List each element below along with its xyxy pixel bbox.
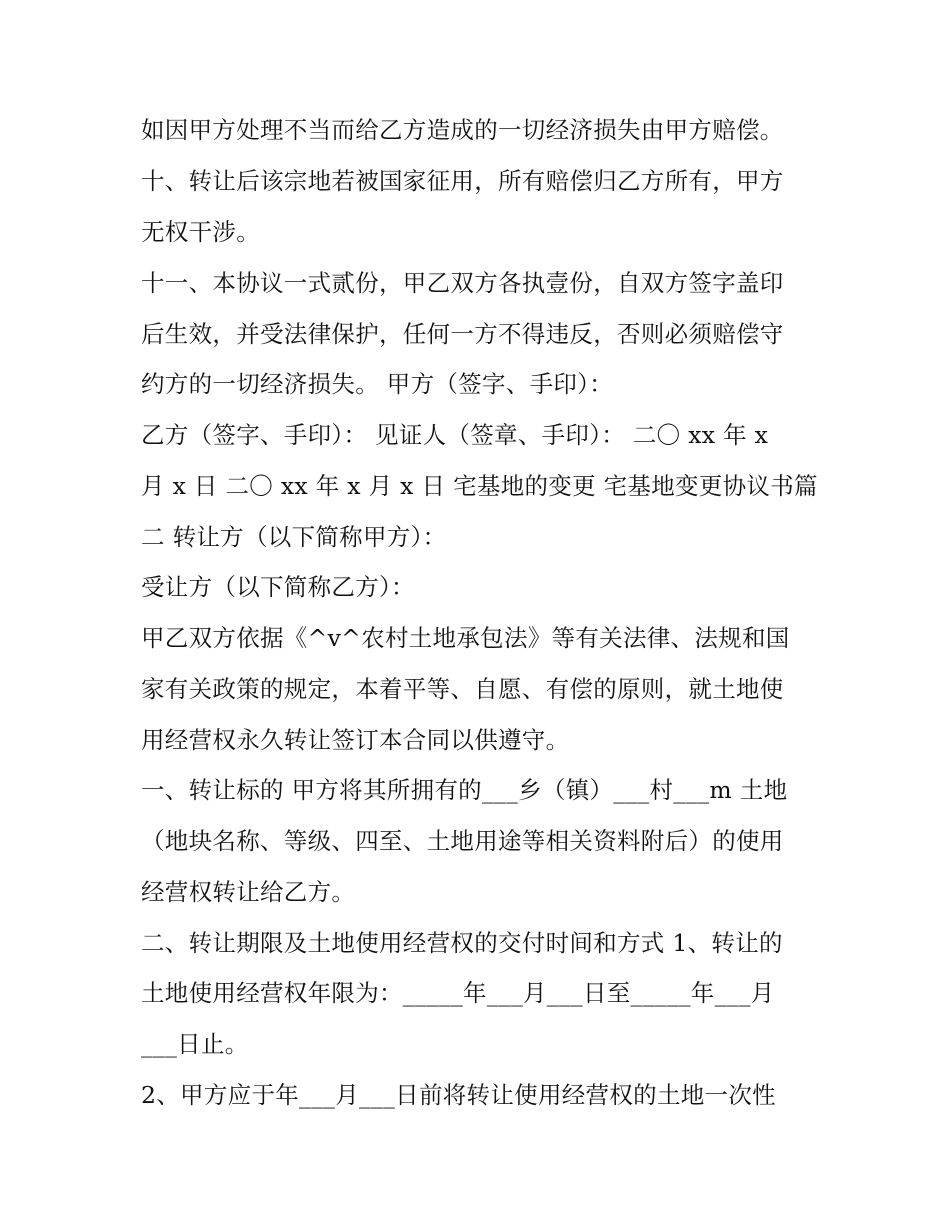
text-line: 一、转让标的 甲方将其所拥有的___乡（镇）___村___m 土地 [141, 776, 788, 804]
text-line: 约方的一切经济损失。 甲方（签字、手印）： [141, 370, 614, 398]
text-line: 受让方（以下简称乙方）： [141, 573, 415, 601]
text-line: 用经营权永久转让签订本合同以供遵守。 [141, 726, 570, 754]
text-line: 甲乙双方依据《^v^农村土地承包法》等有关法律、法规和国 [141, 624, 790, 652]
text-line: 家有关政策的规定，本着平等、自愿、有偿的原则，就土地使 [141, 675, 784, 703]
text-line: ___日止。 [141, 1030, 249, 1058]
text-line: 无权干涉。 [141, 218, 260, 246]
text-line: 土地使用经营权年限为：_____年___月___日至_____年___月 [141, 979, 775, 1007]
text-line: 月 x 日 二〇 xx 年 x 月 x 日 宅基地的变更 宅基地变更协议书篇 [141, 472, 818, 500]
text-line: 如因甲方处理不当而给乙方造成的一切经济损失由甲方赔偿。 [141, 116, 784, 144]
text-line: 后生效，并受法律保护，任何一方不得违反，否则必须赔偿守 [141, 320, 784, 348]
text-line: 二、转让期限及土地使用经营权的交付时间和方式 1、转让的 [141, 929, 783, 957]
text-line: 十、转让后该宗地若被国家征用，所有赔偿归乙方所有，甲方 [141, 167, 784, 195]
text-line: 2、甲方应于年___月___日前将转让使用经营权的土地一次性 [141, 1081, 776, 1109]
text-line: 乙方（签字、手印）： 见证人（签章、手印）： 二〇 xx 年 x [141, 421, 769, 449]
text-line: 经营权转让给乙方。 [141, 878, 356, 906]
text-line: （地块名称、等级、四至、土地用途等相关资料附后）的使用 [141, 827, 784, 855]
text-line: 十一、本协议一式贰份，甲乙双方各执壹份，自双方签字盖印 [141, 269, 784, 297]
text-line: 二 转让方（以下简称甲方）： [141, 523, 447, 551]
